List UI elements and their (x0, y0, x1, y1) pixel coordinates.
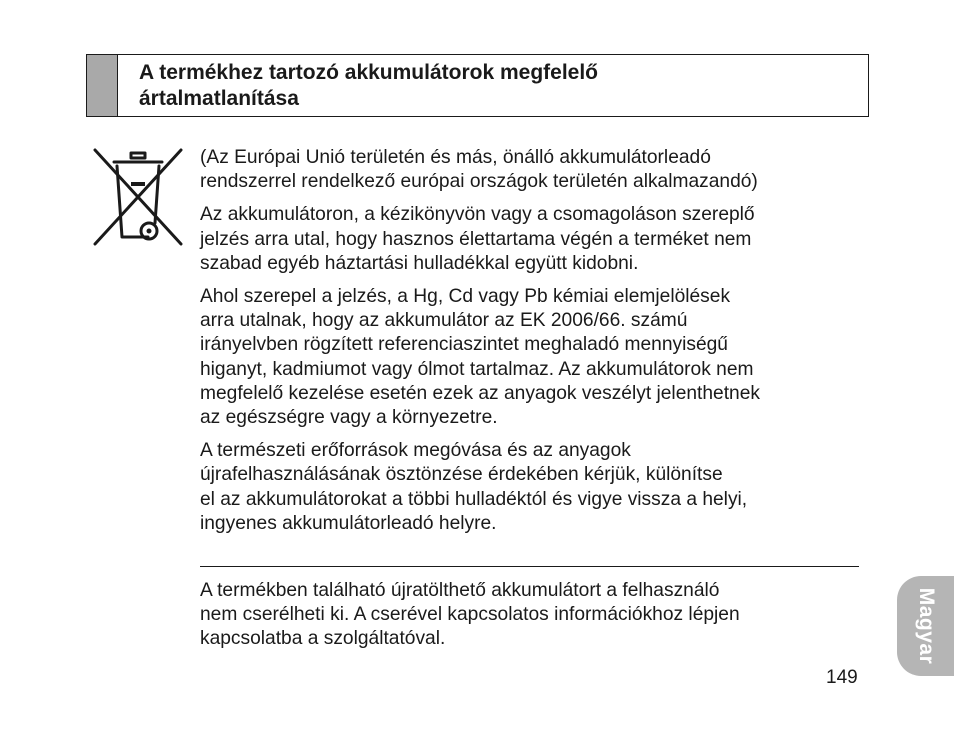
text-line: jelzés arra utal, hogy hasznos élettartama végén a terméket nem (200, 228, 752, 250)
text-line: ingyenes akkumulátorleadó helyre. (200, 512, 497, 534)
text-line: irányelvben rögzített referenciaszintet meghaladó mennyiségű (200, 334, 728, 356)
language-tab-label: Magyar (914, 587, 938, 665)
language-tab (897, 576, 954, 676)
heading-line-2: ártalmatlanítása (139, 87, 299, 110)
paragraph-marking (200, 203, 855, 276)
text-line: nem cserélheti ki. A cserével kapcsolatos információkhoz lépjen (200, 604, 740, 626)
text-line: szabad egyéb háztartási hulladékkal együtt kidobni. (200, 252, 639, 274)
text-line: kapcsolatba a szolgáltatóval. (200, 628, 446, 650)
heading-line-1: A termékhez tartozó akkumulátorok megfelelő (139, 61, 599, 84)
replaceable-battery-note (200, 579, 855, 661)
text-line: higanyt, kadmiumot vagy ólmot tartalmaz. Az akkumulátorok nem (200, 358, 754, 380)
paragraph-note (200, 579, 855, 652)
section-heading (118, 55, 598, 116)
text-line: rendszerrel rendelkező európai országok területén alkalmazandó) (200, 171, 758, 193)
text-line: Az akkumulátoron, a kézikönyvön vagy a csomagoláson szereplő (200, 204, 755, 226)
paragraph-recycling (200, 439, 855, 536)
paragraph-chemicals (200, 285, 855, 430)
section-divider (200, 566, 859, 567)
text-line: megfelelő kezelése esetén ezek az anyagok veszélyt jelenthetnek (200, 382, 760, 404)
text-line: Ahol szerepel a jelzés, a Hg, Cd vagy Pb kémiai elemjelölések (200, 286, 731, 308)
paragraph-scope (200, 146, 855, 194)
text-line: A természeti erőforrások megóvása és az anyagok (200, 440, 631, 462)
text-line: (Az Európai Unió területén és más, önálló akkumulátorleadó (200, 147, 711, 168)
text-line: arra utalnak, hogy az akkumulátor az EK 2006/66. számú (200, 310, 688, 332)
crossed-out-wheelie-bin-icon (92, 148, 184, 248)
page-number: 149 (826, 667, 858, 688)
text-line: újrafelhasználásának ösztönzése érdekében kérjük, különítse (200, 464, 723, 486)
text-line: az egészségre vagy a környezetre. (200, 407, 498, 429)
text-line: A termékben található újratölthető akkumulátort a felhasználó (200, 580, 720, 601)
text-line: el az akkumulátorokat a többi hulladéktól és vigye vissza a helyi, (200, 488, 748, 510)
section-heading-box (86, 54, 869, 117)
battery-disposal-text (200, 146, 855, 545)
heading-accent-bar (87, 55, 118, 116)
